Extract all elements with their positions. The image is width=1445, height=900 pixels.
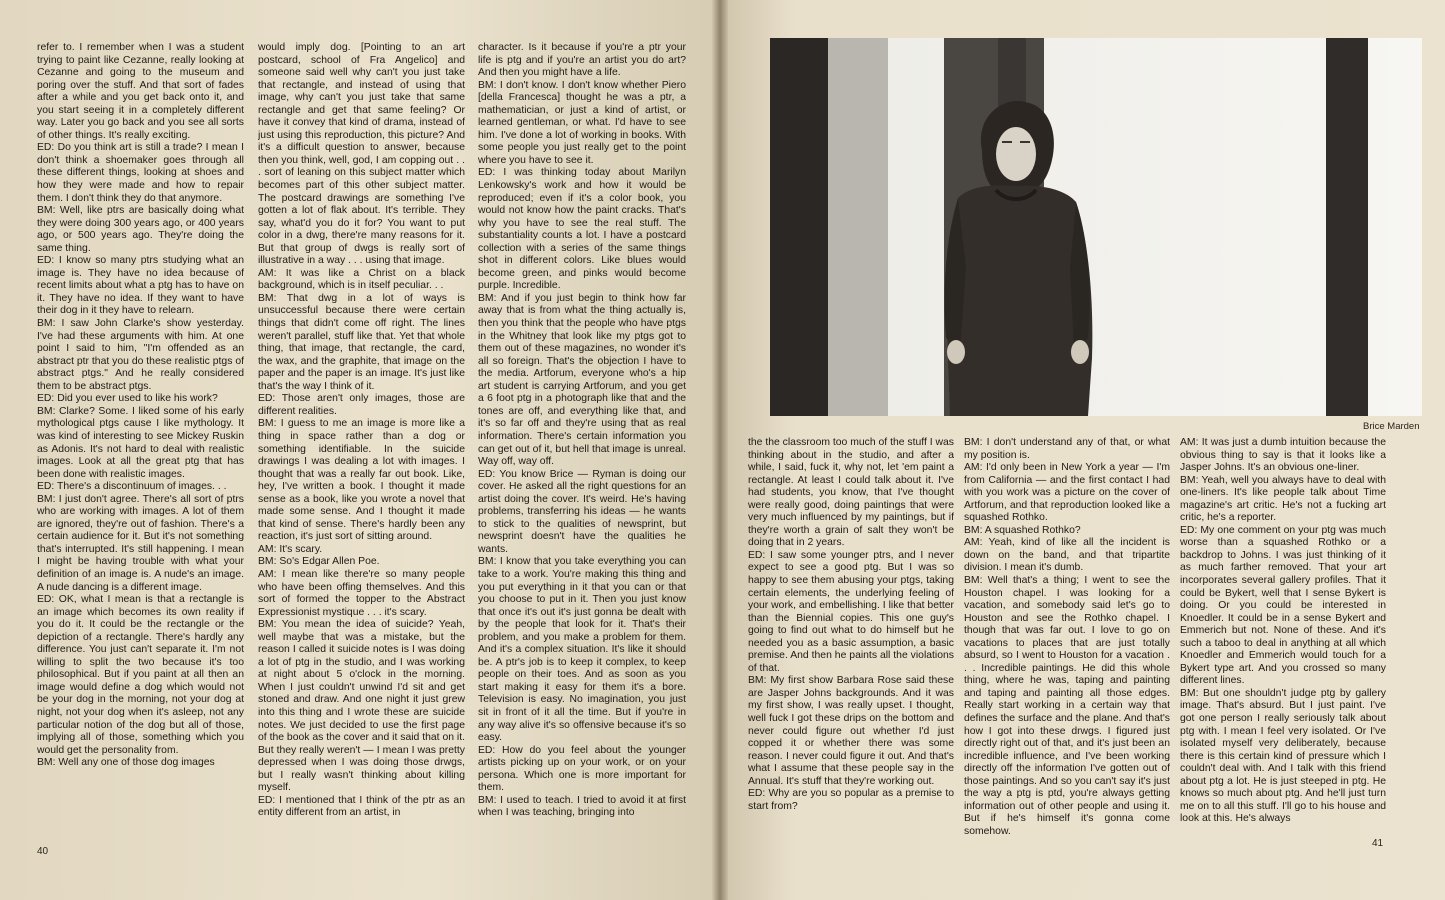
book-gutter [712, 0, 728, 900]
right-page-column-1: the the classroom too much of the stuff I was thinking about in the studio, and after a while, I said, fuck it, why not, let 'em paint a rectangle. At least I could talk about it. I've had students, you know, that I've thought were really good, doing paintings that were very much influenced by my paintings, but if they're worth a grain of salt they won't be doing that in 2 years. ED: I saw some younger ptrs, and I never expect to see a good ptg. But I was so happy to see them abusing your ptgs, taking certain elements, the underlying feeling of your work, and embellishing. I like that better than the Biennial copies. This one guy's going to find out what to do himself but he needed you as a basic assumption, a basic premise. And then he paints all the violations of that. BM: My first show Barbara Rose said these are Jasper Johns backgrounds. And it was my first show, I was really upset. I thought, well fuck I got these drips on the bottom and never could figure out whether I'd just copped it or whether there was some reason. I never could figure it out. And that's what I assume that these people say in the Annual. It's stuff that they're working out. ED: Why are you so popular as a premise to start from? [748, 437, 954, 812]
page-number-left: 40 [37, 846, 49, 857]
right-page-column-3: AM: It was just a dumb intuition because the obvious thing to say is that it looks like a Jasper Johns. It's an obvious one-liner. BM: Yeah, well you always have to deal with one-liners. It's like people talk about Time magazine's art critic. He's not a fucking art critic, he's a reporter. ED: My one comment on your ptg was much worse than a squashed Rothko or a backdrop to Johns. I was just thinking of it as much farther removed. That your art incorporates several gallery profiles. That it could be Bykert, well that I sense Bykert is doing. Or you could be interested in Knoedler. It could be in a sense Bykert and Emmerich but not. None of these. And it's such a taboo to deal in anything at all which Knoedler and Emmerich would touch for a Bykert type art. And you crossed so many different lines. BM: But one shouldn't judge ptg by gallery image. That's absurd. But I just paint. I've got one person I really seriously talk about ptg with. I mean I feel very isolated. Or I've isolated myself very deliberately, because there is this certain kind of pressure which I couldn't deal with. And I talk with this friend about ptg a lot. He is just steeped in ptg. He knows so much about ptg. And he'll just turn me on to all this stuff. I'll go to his house and look at this. He's always [1180, 437, 1386, 825]
page-number-right: 41 [1372, 838, 1384, 849]
left-page-column-2: would imply dog. [Pointing to an art postcard, school of Fra Angelico] and someone said well why can't you just take that rectangle, and instead of using that image, why can't you just take that same rectangle and get that same feeling? Or have it convey that kind of drama, instead of just using this reproduction, this picture? And it's a difficult question to answer, because then you think, well, god, I am copping out . . . sort of leaning on this subject matter which becomes part of this other subject matter. The postcard drawings are something I've gotten a lot of flak about. It's terrible. They say, what'd you do it for? You want to put color in a dwg, there're many reasons for it. But that group of dwgs is really sort of illustrative in a way . . . using that image. AM: It was like a Christ on a black background, which is in itself peculiar. . . BM: That dwg in a lot of ways is unsuccessful because there were certain things that didn't come off right. The lines weren't parallel, stuff like that. Yet that whole thing, that image, that rectangle, the card, the wax, and the graphite, that image on the paper and the paper is an image. It's just like that's the way I think of it. ED: Those aren't only images, those are different realities. BM: I guess to me an image is more like a thing in space rather than a dog or something identifiable. In the suicide drawings I was dealing a lot with images. I thought that was a really far out book. Like, hey, I've written a book. I thought it made sense as a book, like you wrote a novel that made some sense. And I thought it made that kind of sense. There's hardly been any reaction, it's just sort of sitting around. AM: It's scary. BM: So's Edgar Allen Poe. AM: I mean like there're so many people who have been offing themselves. And this sort of formed the topper to the Abstract Expressionist mystique . . . it's scary. BM: You mean the idea of suicide? Yeah, well maybe that was a mistake, but the reason I called it suicide notes is I was doing a lot of ptg in the studio, and I was working at night about 5 o'clock in the morning. When I just couldn't unwind I'd sit and get stoned and draw. And one night it just grew into this thing and I wrote these are suicide notes. We just decided to use the first page of the book as the cover and it said that on it. But they really weren't — I mean I was pretty depressed when I was doing those drwgs, but I really wasn't thinking about killing myself. ED: I mentioned that I think of the ptr as an entity different from an artist, in [258, 42, 465, 819]
left-page-column-3: character. Is it because if you're a ptr your life is ptg and if you're an artist you do art? And then you might have a life. BM: I don't know. I don't know whether Piero [della Francesca] thought he was a ptr, a mathematician, or just a kind of artist, or learned gentleman, or what. I'd have to see him. I've done a lot of working in books. With some people you just really get to the point where you have to see it. ED: I was thinking today about Marilyn Lenkowsky's work and how it would be reproduced; even if it's a color book, you would not know how the paint cracks. That's why you have to see the real stuff. The substantiality counts a lot. I have a postcard collection with a series of the same things shot in different colors. Like blues would become green, and pinks would become purple. Incredible. BM: And if you just begin to think how far away that is from what the thing actually is, then you think that the people who have ptgs in the Whitney that look like my ptgs got to them out of these magazines, no wonder it's all so foreign. That's the objection I have to the media. Artforum, everyone who's a hip art student is carrying Artforum, and you get a 6 foot ptg in a photograph like that and the tones are off, and everything like that, and it's so far off and they're using that as real information. There's certain information you can get out of it, but hell that image is unreal. Way off, way off. ED: You know Brice — Ryman is doing our cover. He asked all the right questions for an artist doing the cover. It's weird. He's having problems, transferring his ideas — he wants to stick to the qualities of newsprint, but newsprint doesn't have the qualities he wants. BM: I know that you take everything you can take to a work. You're making this thing and you put everything in it that you can or that you choose to put in it. Then you just know that once it's out it's just gonna be dealt with by the people that look for it. That's their problem, and you make a problem for them. And it's a complex situation. It's like it should be. A ptr's job is to keep it complex, to keep people on their toes. And as soon as you start making it easy for them it's a bore. Television is easy. No imagination, you just sit in front of it all the time. But if you're in any way alive it's so offensive because it's so easy. ED: How do you feel about the younger artists picking up on your work, or on your persona. Which one is more important for them. BM: I used to teach. I tried to avoid it at first when I was teaching, bringing into [478, 42, 686, 819]
left-page-column-1: refer to. I remember when I was a student trying to paint like Cezanne, really looking at Cezanne and going to the museum and poring over the stuff. And that sort of fades after a while and you get back onto it, and you start seeing it in a completely different way. Later you go back and you see all sorts of other things. It's really exciting. ED: Do you think art is still a trade? I mean I don't think a shoemaker goes through all these different things, looking at shoes and how they were made and how to repair them. I don't think they do that anymore. BM: Well, like ptrs are basically doing what they were doing 300 years ago, or 400 years ago, or 500 years ago. They're doing the same thing. ED: I know so many ptrs studying what an image is. They have no idea because of recent limits about what a ptg has to have on it. They have no idea. If they want to have their dog in it they have to relearn. BM: I saw John Clarke's show yesterday. I've had these arguments with him. At one point I said to him, "I'm offended as an abstract ptr that you do these realistic ptgs of abstract ptgs." And he really considered them to be abstract ptgs. ED: Did you ever used to like his work? BM: Clarke? Some. I liked some of his early mythological ptgs cause I like mythology. It was kind of interesting to see Mickey Ruskin as Adonis. It's not hard to deal with realistic images. Look at all the great ptg that has been done with realistic images. ED: There's a discontinuum of images. . . BM: I just don't agree. There's all sort of ptrs who are working with images. A lot of them are ignored, they're out of fashion. There's a certain audience for it. But it's not something that's interrupted. It's still happening. I mean I might be having trouble with what your definition of an image is. A nude's an image. A nude dancing is a different image. ED: OK, what I mean is that a rectangle is an image which becomes its own reality if you do it. It could be the rectangle or the depiction of a rectangle. There's hardly any difference. You just can't separate it. I'm not willing to split the two because it's too philosophical. But if you paint at all then an image would define a dog which would not be your dog in the morning, not your dog at night, not your dog when it's asleep, not any particular notion of the dog but all of those, implying all of those, something which you would get the personality from. BM: Well any one of those dog images [37, 42, 244, 769]
portrait-photo [770, 38, 1422, 416]
photo-caption: Brice Marden [1363, 421, 1420, 432]
right-page-column-2: BM: I don't understand any of that, or what my position is. AM: I'd only been in New York a year — I'm from California — and the first contact I had with you work was a picture on the cover of Artforum, and that reproduction looked like a squashed Rothko. BM: A squashed Rothko? AM: Yeah, kind of like all the incident is down on the band, and that tripartite division. I mean it's dumb. BM: Well that's a thing; I went to see the Houston chapel. I was looking for a vacation, and somebody said let's go to Houston and see the Rothko chapel. I though that was far out. I love to go on vacations to places that are just totally absurd, so I went to Houston for a vacation . . . Incredible paintings. He did this whole thing, where he was, taping and painting and taping and painting all those edges. Really start working in a certain way that defines the surface and the plane. And that's how I got into these drwgs. I figured just directly right out of that, and it's just been an incredible influence, and I've been working directly off the information I've gotten out of those paintings. And so you can't say it's just the way a ptg is ptd, you're always getting information out of other people and using it. But if he's himself it's gonna come somehow. [964, 437, 1170, 837]
